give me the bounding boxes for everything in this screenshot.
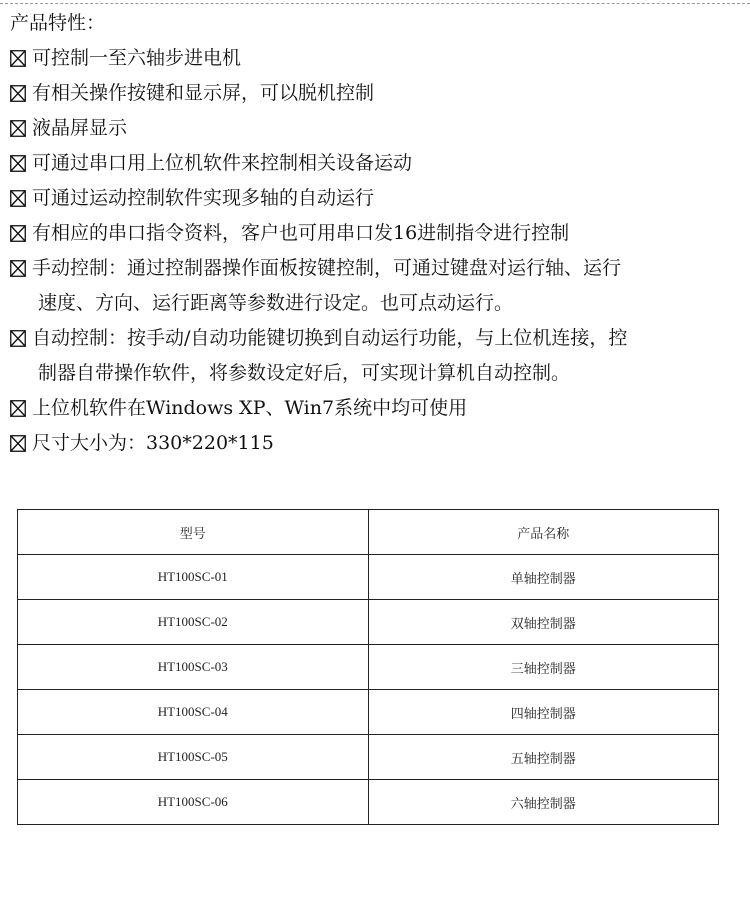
checkbox-x-icon [10, 120, 26, 137]
feature-item [10, 321, 745, 391]
feature-item [10, 146, 745, 181]
feature-item [10, 251, 745, 321]
table-row [18, 555, 719, 600]
product-name-cell: 双轴控制器 [368, 600, 719, 645]
features-title: 产品特性： [10, 12, 106, 34]
model-cell: HT100SC-06 [18, 780, 369, 825]
feature-item [10, 391, 745, 426]
product-model-table [17, 509, 719, 825]
feature-item [10, 216, 745, 251]
checkbox-x-icon [10, 190, 26, 207]
top-dashed-border [0, 3, 750, 4]
model-cell: HT100SC-01 [18, 555, 369, 600]
checkbox-x-icon [10, 260, 26, 277]
feature-text: 有相关操作按键和显示屏，可以脱机控制 [32, 82, 375, 104]
checkbox-x-icon [10, 400, 26, 417]
feature-text-continued: 制器自带操作软件，将参数设定好后，可实现计算机自动控制。 [38, 362, 571, 384]
header-model: 型号 [18, 510, 369, 555]
feature-text: 可控制一至六轴步进电机 [32, 47, 242, 69]
product-name-cell: 四轴控制器 [368, 690, 719, 735]
feature-text: 自动控制：按手动/自动功能键切换到自动运行功能，与上位机连接，控 [32, 327, 628, 349]
checkbox-x-icon [10, 330, 26, 347]
table-row [18, 690, 719, 735]
feature-item [10, 426, 745, 461]
feature-item [10, 76, 745, 111]
feature-text-continued: 速度、方向、运行距离等参数进行设定。也可点动运行。 [38, 292, 514, 314]
feature-item [10, 111, 745, 146]
checkbox-x-icon [10, 435, 26, 452]
feature-text: 手动控制：通过控制器操作面板按键控制，可通过键盘对运行轴、运行 [32, 257, 622, 279]
feature-text: 上位机软件在Windows XP、Win7系统中均可使用 [32, 397, 468, 419]
feature-text: 可通过串口用上位机软件来控制相关设备运动 [32, 152, 413, 174]
feature-text: 可通过运动控制软件实现多轴的自动运行 [32, 187, 375, 209]
checkbox-x-icon [10, 85, 26, 102]
table-row [18, 600, 719, 645]
features-section [10, 6, 745, 461]
product-name-cell: 三轴控制器 [368, 645, 719, 690]
product-name-cell: 五轴控制器 [368, 735, 719, 780]
table-row [18, 645, 719, 690]
feature-text: 有相应的串口指令资料，客户也可用串口发16进制指令进行控制 [32, 222, 570, 244]
product-name-cell: 六轴控制器 [368, 780, 719, 825]
model-cell: HT100SC-02 [18, 600, 369, 645]
feature-text: 液晶屏显示 [32, 117, 128, 139]
product-name-cell: 单轴控制器 [368, 555, 719, 600]
feature-item [10, 41, 745, 76]
feature-text: 尺寸大小为：330*220*115 [32, 432, 274, 454]
model-cell: HT100SC-05 [18, 735, 369, 780]
checkbox-x-icon [10, 225, 26, 242]
feature-item [10, 181, 745, 216]
checkbox-x-icon [10, 155, 26, 172]
table-row [18, 780, 719, 825]
header-product-name: 产品名称 [368, 510, 719, 555]
model-cell: HT100SC-03 [18, 645, 369, 690]
table-row [18, 735, 719, 780]
model-cell: HT100SC-04 [18, 690, 369, 735]
table-header-row [18, 510, 719, 555]
checkbox-x-icon [10, 50, 26, 67]
